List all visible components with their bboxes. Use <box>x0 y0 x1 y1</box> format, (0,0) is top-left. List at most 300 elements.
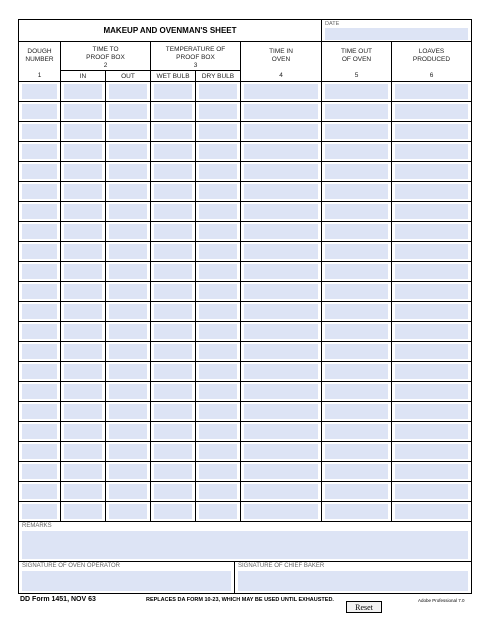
loaves-produced-input[interactable] <box>395 364 468 379</box>
col-loaves-produced-label: LOAVES PRODUCED <box>412 48 451 63</box>
time-out-oven-input[interactable] <box>325 244 388 259</box>
table-row <box>19 302 471 322</box>
wet-bulb-input[interactable] <box>154 444 192 459</box>
dry-bulb-input[interactable] <box>199 104 237 119</box>
cell-dough-number <box>19 242 61 261</box>
proof-out-input[interactable] <box>109 324 147 339</box>
proof-out-input[interactable] <box>109 204 147 219</box>
cell-proof-out <box>106 282 151 301</box>
time-in-oven-input[interactable] <box>244 364 318 379</box>
proof-in-input[interactable] <box>64 164 102 179</box>
cell-wet-bulb <box>151 262 196 281</box>
proof-in-input[interactable] <box>64 264 102 279</box>
cell-time-in-oven <box>241 502 322 521</box>
cell-time-in-oven <box>241 422 322 441</box>
loaves-produced-input[interactable] <box>395 404 468 419</box>
cell-loaves-produced <box>392 242 471 261</box>
cell-proof-in <box>61 282 106 301</box>
dough-number-input[interactable] <box>22 84 57 99</box>
dough-number-input[interactable] <box>22 424 57 439</box>
cell-wet-bulb <box>151 402 196 421</box>
proof-in-input[interactable] <box>64 84 102 99</box>
proof-in-input[interactable] <box>64 504 102 519</box>
table-row <box>19 482 471 502</box>
cell-wet-bulb <box>151 442 196 461</box>
subcol-in: IN <box>61 70 106 82</box>
wet-bulb-input[interactable] <box>154 244 192 259</box>
time-out-oven-input[interactable] <box>325 104 388 119</box>
dough-number-input[interactable] <box>22 244 57 259</box>
cell-proof-out <box>106 502 151 521</box>
dry-bulb-input[interactable] <box>199 404 237 419</box>
col-loaves-produced-num: 6 <box>429 72 434 79</box>
cell-loaves-produced <box>392 142 471 161</box>
cell-dough-number <box>19 422 61 441</box>
proof-in-input[interactable] <box>64 404 102 419</box>
proof-out-input[interactable] <box>109 304 147 319</box>
dough-number-input[interactable] <box>22 304 57 319</box>
time-in-oven-input[interactable] <box>244 304 318 319</box>
proof-in-input[interactable] <box>64 244 102 259</box>
time-out-oven-input[interactable] <box>325 164 388 179</box>
wet-bulb-input[interactable] <box>154 164 192 179</box>
dry-bulb-input[interactable] <box>199 304 237 319</box>
cell-time-out-oven <box>322 262 392 281</box>
time-in-oven-input[interactable] <box>244 484 318 499</box>
subcol-dry-bulb: DRY BULB <box>196 70 241 82</box>
time-out-oven-input[interactable] <box>325 424 388 439</box>
cell-dry-bulb <box>196 482 241 501</box>
cell-dough-number <box>19 202 61 221</box>
col-loaves-produced <box>392 42 471 82</box>
cell-time-in-oven <box>241 282 322 301</box>
dough-number-input[interactable] <box>22 204 57 219</box>
time-out-oven-input[interactable] <box>325 84 388 99</box>
dry-bulb-input[interactable] <box>199 284 237 299</box>
cell-dry-bulb <box>196 382 241 401</box>
cell-time-out-oven <box>322 362 392 381</box>
table-row <box>19 122 471 142</box>
time-out-oven-input[interactable] <box>325 404 388 419</box>
dough-number-input[interactable] <box>22 224 57 239</box>
cell-proof-in <box>61 422 106 441</box>
cell-dry-bulb <box>196 222 241 241</box>
time-in-oven-input[interactable] <box>244 224 318 239</box>
reset-button[interactable]: Reset <box>346 601 382 613</box>
col-dough-number-label: DOUGH NUMBER <box>25 48 54 63</box>
proof-in-input[interactable] <box>64 364 102 379</box>
loaves-produced-input[interactable] <box>395 484 468 499</box>
time-out-oven-input[interactable] <box>325 324 388 339</box>
cell-dry-bulb <box>196 122 241 141</box>
proof-in-input[interactable] <box>64 464 102 479</box>
time-out-oven-input[interactable] <box>325 124 388 139</box>
proof-out-input[interactable] <box>109 164 147 179</box>
replaces-note: REPLACES DA FORM 10-23, WHICH MAY BE USED UNTIL EXHAUSTED. <box>146 597 334 603</box>
loaves-produced-input[interactable] <box>395 384 468 399</box>
cell-dry-bulb <box>196 142 241 161</box>
loaves-produced-input[interactable] <box>395 284 468 299</box>
dry-bulb-input[interactable] <box>199 244 237 259</box>
sig-operator-field[interactable] <box>22 571 231 591</box>
proof-out-input[interactable] <box>109 264 147 279</box>
cell-time-out-oven <box>322 402 392 421</box>
dry-bulb-input[interactable] <box>199 124 237 139</box>
dough-number-input[interactable] <box>22 404 57 419</box>
proof-in-input[interactable] <box>64 204 102 219</box>
dough-number-input[interactable] <box>22 124 57 139</box>
table-row <box>19 442 471 462</box>
cell-proof-in <box>61 162 106 181</box>
time-in-oven-input[interactable] <box>244 324 318 339</box>
proof-out-input[interactable] <box>109 244 147 259</box>
time-in-oven-input[interactable] <box>244 244 318 259</box>
proof-out-input[interactable] <box>109 364 147 379</box>
cell-dough-number <box>19 382 61 401</box>
proof-in-input[interactable] <box>64 324 102 339</box>
cell-proof-out <box>106 482 151 501</box>
proof-out-input[interactable] <box>109 224 147 239</box>
proof-out-input[interactable] <box>109 284 147 299</box>
wet-bulb-input[interactable] <box>154 344 192 359</box>
loaves-produced-input[interactable] <box>395 264 468 279</box>
dough-number-input[interactable] <box>22 384 57 399</box>
cell-proof-in <box>61 142 106 161</box>
date-field[interactable] <box>325 28 468 40</box>
cell-proof-out <box>106 82 151 101</box>
cell-dry-bulb <box>196 502 241 521</box>
time-in-oven-input[interactable] <box>244 384 318 399</box>
cell-dough-number <box>19 302 61 321</box>
time-in-oven-input[interactable] <box>244 104 318 119</box>
wet-bulb-input[interactable] <box>154 324 192 339</box>
proof-out-input[interactable] <box>109 424 147 439</box>
dough-number-input[interactable] <box>22 484 57 499</box>
col-time-to-proof-box-label: TIME TO PROOF BOX <box>86 46 125 61</box>
loaves-produced-input[interactable] <box>395 304 468 319</box>
loaves-produced-input[interactable] <box>395 144 468 159</box>
cell-proof-out <box>106 242 151 261</box>
dough-number-input[interactable] <box>22 264 57 279</box>
col-time-in-oven-num: 4 <box>279 72 283 79</box>
time-out-oven-input[interactable] <box>325 184 388 199</box>
dough-number-input[interactable] <box>22 464 57 479</box>
col-time-out-of-oven-label: TIME OUT OF OVEN <box>340 48 373 63</box>
wet-bulb-input[interactable] <box>154 184 192 199</box>
sig-baker-label: SIGNATURE OF CHIEF BAKER <box>238 563 325 569</box>
cell-dough-number <box>19 362 61 381</box>
time-out-oven-input[interactable] <box>325 304 388 319</box>
cell-proof-in <box>61 402 106 421</box>
proof-out-input[interactable] <box>109 184 147 199</box>
time-in-oven-input[interactable] <box>244 164 318 179</box>
dry-bulb-input[interactable] <box>199 144 237 159</box>
proof-in-input[interactable] <box>64 344 102 359</box>
proof-in-input[interactable] <box>64 424 102 439</box>
cell-time-in-oven <box>241 82 322 101</box>
cell-wet-bulb <box>151 102 196 121</box>
col-temp-proof-box-num: 3 <box>193 62 198 69</box>
cell-wet-bulb <box>151 282 196 301</box>
proof-out-input[interactable] <box>109 504 147 519</box>
date-section <box>322 20 471 42</box>
time-out-oven-input[interactable] <box>325 464 388 479</box>
time-out-oven-input[interactable] <box>325 264 388 279</box>
cell-dry-bulb <box>196 442 241 461</box>
time-out-oven-input[interactable] <box>325 344 388 359</box>
dough-number-input[interactable] <box>22 104 57 119</box>
time-in-oven-input[interactable] <box>244 404 318 419</box>
proof-out-input[interactable] <box>109 124 147 139</box>
cell-time-in-oven <box>241 342 322 361</box>
cell-wet-bulb <box>151 82 196 101</box>
wet-bulb-input[interactable] <box>154 124 192 139</box>
sig-baker-field[interactable] <box>238 571 468 591</box>
cell-loaves-produced <box>392 82 471 101</box>
subcol-out: OUT <box>106 70 151 82</box>
cell-time-in-oven <box>241 122 322 141</box>
software-note: Adobe Professional 7.0 <box>418 598 465 603</box>
col-dough-number-num: 1 <box>37 72 42 79</box>
proof-out-input[interactable] <box>109 104 147 119</box>
cell-dough-number <box>19 82 61 101</box>
table-row <box>19 202 471 222</box>
proof-in-input[interactable] <box>64 384 102 399</box>
dough-number-input[interactable] <box>22 184 57 199</box>
cell-loaves-produced <box>392 322 471 341</box>
loaves-produced-input[interactable] <box>395 244 468 259</box>
time-in-oven-input[interactable] <box>244 444 318 459</box>
time-in-oven-input[interactable] <box>244 264 318 279</box>
cell-wet-bulb <box>151 162 196 181</box>
dough-number-input[interactable] <box>22 344 57 359</box>
cell-time-in-oven <box>241 462 322 481</box>
proof-out-input[interactable] <box>109 444 147 459</box>
wet-bulb-input[interactable] <box>154 264 192 279</box>
sig-operator-label: SIGNATURE OF OVEN OPERATOR <box>22 563 121 569</box>
dough-number-input[interactable] <box>22 444 57 459</box>
dry-bulb-input[interactable] <box>199 504 237 519</box>
wet-bulb-input[interactable] <box>154 364 192 379</box>
cell-proof-in <box>61 502 106 521</box>
cell-dry-bulb <box>196 342 241 361</box>
table-row <box>19 322 471 342</box>
col-temp-proof-box-label: TEMPERATURE OF PROOF BOX <box>165 46 226 61</box>
dry-bulb-input[interactable] <box>199 484 237 499</box>
cell-dry-bulb <box>196 262 241 281</box>
loaves-produced-input[interactable] <box>395 204 468 219</box>
proof-out-input[interactable] <box>109 84 147 99</box>
table-row <box>19 502 471 522</box>
dough-number-input[interactable] <box>22 284 57 299</box>
proof-in-input[interactable] <box>64 144 102 159</box>
cell-proof-out <box>106 162 151 181</box>
dry-bulb-input[interactable] <box>199 364 237 379</box>
proof-in-input[interactable] <box>64 304 102 319</box>
cell-proof-out <box>106 422 151 441</box>
wet-bulb-input[interactable] <box>154 384 192 399</box>
dry-bulb-input[interactable] <box>199 224 237 239</box>
time-out-oven-input[interactable] <box>325 224 388 239</box>
wet-bulb-input[interactable] <box>154 104 192 119</box>
wet-bulb-input[interactable] <box>154 304 192 319</box>
loaves-produced-input[interactable] <box>395 464 468 479</box>
dough-number-input[interactable] <box>22 144 57 159</box>
dry-bulb-input[interactable] <box>199 464 237 479</box>
dry-bulb-input[interactable] <box>199 424 237 439</box>
time-out-oven-input[interactable] <box>325 384 388 399</box>
cell-wet-bulb <box>151 222 196 241</box>
form-title: MAKEUP AND OVENMAN'S SHEET <box>19 20 322 42</box>
dry-bulb-input[interactable] <box>199 384 237 399</box>
cell-time-in-oven <box>241 142 322 161</box>
wet-bulb-input[interactable] <box>154 204 192 219</box>
cell-time-out-oven <box>322 422 392 441</box>
loaves-produced-input[interactable] <box>395 84 468 99</box>
cell-wet-bulb <box>151 342 196 361</box>
wet-bulb-input[interactable] <box>154 404 192 419</box>
time-in-oven-input[interactable] <box>244 344 318 359</box>
cell-proof-in <box>61 322 106 341</box>
time-out-oven-input[interactable] <box>325 204 388 219</box>
time-out-oven-input[interactable] <box>325 364 388 379</box>
subcol-wet-bulb: WET BULB <box>151 70 196 82</box>
cell-loaves-produced <box>392 282 471 301</box>
col-dough-number <box>19 42 61 82</box>
cell-proof-in <box>61 202 106 221</box>
time-in-oven-input[interactable] <box>244 284 318 299</box>
time-in-oven-input[interactable] <box>244 424 318 439</box>
cell-time-in-oven <box>241 242 322 261</box>
cell-proof-in <box>61 82 106 101</box>
makeup-ovenman-form <box>18 19 472 594</box>
cell-proof-in <box>61 382 106 401</box>
cell-proof-out <box>106 222 151 241</box>
cell-loaves-produced <box>392 442 471 461</box>
dough-number-input[interactable] <box>22 504 57 519</box>
loaves-produced-input[interactable] <box>395 504 468 519</box>
wet-bulb-input[interactable] <box>154 424 192 439</box>
proof-out-input[interactable] <box>109 484 147 499</box>
cell-dry-bulb <box>196 202 241 221</box>
time-out-oven-input[interactable] <box>325 284 388 299</box>
cell-dry-bulb <box>196 102 241 121</box>
wet-bulb-input[interactable] <box>154 224 192 239</box>
table-row <box>19 342 471 362</box>
loaves-produced-input[interactable] <box>395 444 468 459</box>
cell-dry-bulb <box>196 182 241 201</box>
remarks-label: REMARKS <box>22 523 52 529</box>
dry-bulb-input[interactable] <box>199 264 237 279</box>
wet-bulb-input[interactable] <box>154 464 192 479</box>
time-out-oven-input[interactable] <box>325 504 388 519</box>
cell-dough-number <box>19 182 61 201</box>
cell-time-in-oven <box>241 222 322 241</box>
table-row <box>19 102 471 122</box>
cell-time-out-oven <box>322 102 392 121</box>
proof-out-input[interactable] <box>109 404 147 419</box>
wet-bulb-input[interactable] <box>154 144 192 159</box>
dry-bulb-input[interactable] <box>199 164 237 179</box>
dry-bulb-input[interactable] <box>199 444 237 459</box>
cell-proof-in <box>61 362 106 381</box>
cell-proof-in <box>61 442 106 461</box>
loaves-produced-input[interactable] <box>395 344 468 359</box>
dough-number-input[interactable] <box>22 364 57 379</box>
cell-time-out-oven <box>322 482 392 501</box>
proof-in-input[interactable] <box>64 184 102 199</box>
loaves-produced-input[interactable] <box>395 184 468 199</box>
wet-bulb-input[interactable] <box>154 504 192 519</box>
time-out-oven-input[interactable] <box>325 444 388 459</box>
proof-in-input[interactable] <box>64 224 102 239</box>
dough-number-input[interactable] <box>22 164 57 179</box>
dough-number-input[interactable] <box>22 324 57 339</box>
time-in-oven-input[interactable] <box>244 504 318 519</box>
time-in-oven-input[interactable] <box>244 144 318 159</box>
time-out-oven-input[interactable] <box>325 144 388 159</box>
proof-in-input[interactable] <box>64 284 102 299</box>
cell-time-out-oven <box>322 242 392 261</box>
dry-bulb-input[interactable] <box>199 324 237 339</box>
cell-dry-bulb <box>196 322 241 341</box>
cell-wet-bulb <box>151 202 196 221</box>
cell-dough-number <box>19 102 61 121</box>
proof-out-input[interactable] <box>109 144 147 159</box>
wet-bulb-input[interactable] <box>154 84 192 99</box>
dry-bulb-input[interactable] <box>199 84 237 99</box>
loaves-produced-input[interactable] <box>395 124 468 139</box>
proof-in-input[interactable] <box>64 484 102 499</box>
time-in-oven-input[interactable] <box>244 204 318 219</box>
time-in-oven-input[interactable] <box>244 84 318 99</box>
proof-in-input[interactable] <box>64 444 102 459</box>
table-row <box>19 462 471 482</box>
proof-out-input[interactable] <box>109 464 147 479</box>
cell-loaves-produced <box>392 462 471 481</box>
cell-dough-number <box>19 162 61 181</box>
time-in-oven-input[interactable] <box>244 124 318 139</box>
loaves-produced-input[interactable] <box>395 104 468 119</box>
cell-loaves-produced <box>392 382 471 401</box>
time-in-oven-input[interactable] <box>244 464 318 479</box>
table-row <box>19 142 471 162</box>
table-row <box>19 382 471 402</box>
proof-in-input[interactable] <box>64 104 102 119</box>
remarks-field[interactable] <box>22 531 468 559</box>
loaves-produced-input[interactable] <box>395 324 468 339</box>
date-label: DATE <box>325 21 340 27</box>
proof-out-input[interactable] <box>109 384 147 399</box>
loaves-produced-input[interactable] <box>395 224 468 239</box>
dry-bulb-input[interactable] <box>199 204 237 219</box>
dry-bulb-input[interactable] <box>199 344 237 359</box>
proof-in-input[interactable] <box>64 124 102 139</box>
cell-loaves-produced <box>392 162 471 181</box>
cell-wet-bulb <box>151 362 196 381</box>
cell-proof-out <box>106 142 151 161</box>
loaves-produced-input[interactable] <box>395 164 468 179</box>
time-in-oven-input[interactable] <box>244 184 318 199</box>
proof-out-input[interactable] <box>109 344 147 359</box>
loaves-produced-input[interactable] <box>395 424 468 439</box>
wet-bulb-input[interactable] <box>154 484 192 499</box>
cell-time-out-oven <box>322 302 392 321</box>
wet-bulb-input[interactable] <box>154 284 192 299</box>
cell-time-out-oven <box>322 122 392 141</box>
time-out-oven-input[interactable] <box>325 484 388 499</box>
dry-bulb-input[interactable] <box>199 184 237 199</box>
